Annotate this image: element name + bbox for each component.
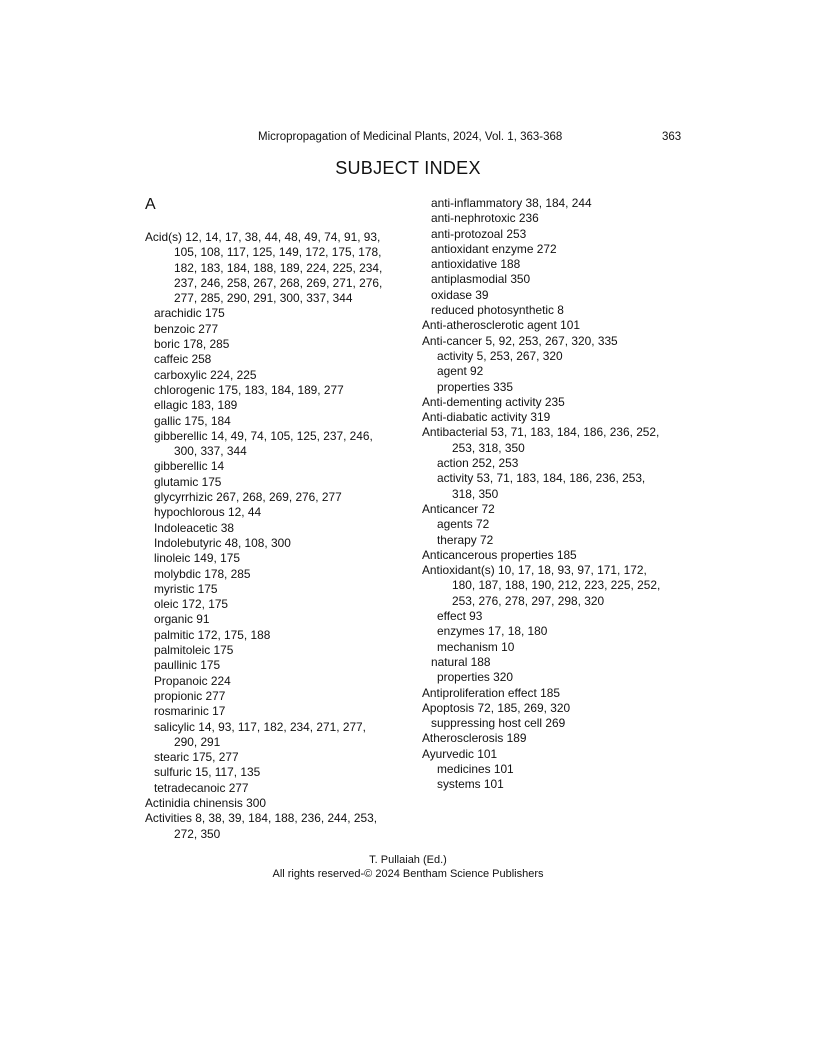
index-column-right bbox=[422, 196, 692, 793]
index-entry: activity 53, 71, 183, 184, 186, 236, 253, bbox=[437, 471, 646, 486]
index-entry: anti-nephrotoxic 236 bbox=[431, 211, 539, 226]
index-entry: Anti-cancer 5, 92, 253, 267, 320, 335 bbox=[422, 333, 618, 348]
index-entry: 253, 276, 278, 297, 298, 320 bbox=[452, 593, 605, 608]
index-entry: salicylic 14, 93, 117, 182, 234, 271, 277, bbox=[154, 719, 366, 734]
footer-rights: All rights reserved-© 2024 Bentham Science Publishers bbox=[272, 868, 544, 880]
index-entry: stearic 175, 277 bbox=[154, 750, 239, 765]
index-entry: effect 93 bbox=[437, 609, 483, 624]
index-entry: Anti-dementing activity 235 bbox=[422, 394, 565, 409]
index-entry: 318, 350 bbox=[452, 486, 499, 501]
index-entry: 277, 285, 290, 291, 300, 337, 344 bbox=[174, 291, 353, 306]
index-entry: reduced photosynthetic 8 bbox=[431, 303, 564, 318]
index-entry: agent 92 bbox=[437, 364, 484, 379]
index-entry: Propanoic 224 bbox=[154, 673, 231, 688]
index-entry: properties 320 bbox=[437, 670, 514, 685]
index-entry: Anti-atherosclerotic agent 101 bbox=[422, 318, 580, 333]
index-entry: propionic 277 bbox=[154, 688, 226, 703]
index-entry: glutamic 175 bbox=[154, 474, 222, 489]
index-entry: gibberellic 14 bbox=[154, 459, 225, 474]
index-entry: palmitic 172, 175, 188 bbox=[154, 627, 271, 642]
index-entry: hypochlorous 12, 44 bbox=[154, 505, 262, 520]
index-entry: antiplasmodial 350 bbox=[431, 272, 531, 287]
index-entry: Indoleacetic 38 bbox=[154, 520, 234, 535]
index-entry: 290, 291 bbox=[174, 734, 221, 749]
index-entry: antioxidative 188 bbox=[431, 257, 521, 272]
page-footer bbox=[0, 853, 816, 881]
index-entry: molybdic 178, 285 bbox=[154, 566, 251, 581]
page-number: 363 bbox=[662, 131, 682, 143]
index-entry: Anticancerous properties 185 bbox=[422, 547, 577, 562]
index-entry: properties 335 bbox=[437, 379, 514, 394]
index-entry: gallic 175, 184 bbox=[154, 413, 231, 428]
index-entry: boric 178, 285 bbox=[154, 337, 230, 352]
index-entry: anti-inflammatory 38, 184, 244 bbox=[431, 196, 592, 210]
index-entry: 180, 187, 188, 190, 212, 223, 225, 252, bbox=[452, 578, 661, 593]
index-entry: enzymes 17, 18, 180 bbox=[437, 624, 548, 639]
index-entry: carboxylic 224, 225 bbox=[154, 367, 257, 382]
index-entry: 237, 246, 258, 267, 268, 269, 271, 276, bbox=[174, 275, 383, 290]
index-entry: organic 91 bbox=[154, 612, 210, 627]
index-entry: sulfuric 15, 117, 135 bbox=[154, 765, 261, 780]
index-entry: therapy 72 bbox=[437, 532, 494, 547]
index-entry: rosmarinic 17 bbox=[154, 704, 226, 719]
index-entry: benzoic 277 bbox=[154, 321, 219, 336]
index-entry: Acid(s) 12, 14, 17, 38, 44, 48, 49, 74, 91, 93, bbox=[145, 230, 381, 244]
index-entry: myristic 175 bbox=[154, 581, 218, 596]
index-entry: action 252, 253 bbox=[437, 456, 519, 471]
index-entry: tetradecanoic 277 bbox=[154, 780, 249, 795]
index-entry: 272, 350 bbox=[174, 826, 221, 841]
index-entry: Anti-diabatic activity 319 bbox=[422, 410, 551, 425]
running-head: Micropropagation of Medicinal Plants, 2024, Vol. 1, 363-368 bbox=[258, 131, 563, 143]
index-entry: Activities 8, 38, 39, 184, 188, 236, 244, 253, bbox=[145, 811, 378, 826]
index-entry: medicines 101 bbox=[437, 761, 514, 776]
index-entry: Ayurvedic 101 bbox=[422, 746, 498, 761]
section-letter: A bbox=[145, 196, 156, 213]
index-entry: Atherosclerosis 189 bbox=[422, 731, 527, 746]
index-entry: linoleic 149, 175 bbox=[154, 551, 240, 566]
index-entry: palmitoleic 175 bbox=[154, 643, 234, 658]
index-entry: systems 101 bbox=[437, 777, 504, 792]
index-entry: mechanism 10 bbox=[437, 639, 515, 654]
index-entry: oleic 172, 175 bbox=[154, 597, 229, 612]
index-entry: Apoptosis 72, 185, 269, 320 bbox=[422, 700, 571, 715]
index-entry: Anticancer 72 bbox=[422, 501, 495, 516]
index-entry: 253, 318, 350 bbox=[452, 440, 525, 455]
index-entry: gibberellic 14, 49, 74, 105, 125, 237, 246, bbox=[154, 428, 373, 443]
index-entry: antioxidant enzyme 272 bbox=[431, 241, 557, 256]
index-entry: arachidic 175 bbox=[154, 306, 225, 321]
index-entry: 105, 108, 117, 125, 149, 172, 175, 178, bbox=[174, 245, 382, 260]
index-entry: 300, 337, 344 bbox=[174, 444, 247, 459]
page-title: SUBJECT INDEX bbox=[335, 158, 481, 178]
index-entry: natural 188 bbox=[431, 654, 491, 669]
index-entry: Antiproliferation effect 185 bbox=[422, 685, 560, 700]
index-entry: Antioxidant(s) 10, 17, 18, 93, 97, 171, 172, bbox=[422, 563, 647, 578]
index-entry: Indolebutyric 48, 108, 300 bbox=[154, 535, 291, 550]
index-entry: glycyrrhizic 267, 268, 269, 276, 277 bbox=[154, 490, 342, 505]
footer-editor: T. Pullaiah (Ed.) bbox=[369, 854, 447, 866]
index-column-left bbox=[145, 230, 405, 842]
index-entry: Antibacterial 53, 71, 183, 184, 186, 236, 252, bbox=[422, 425, 660, 440]
index-entry: anti-protozoal 253 bbox=[431, 226, 527, 241]
index-entry: activity 5, 253, 267, 320 bbox=[437, 348, 563, 363]
index-entry: suppressing host cell 269 bbox=[431, 716, 566, 731]
index-entry: 182, 183, 184, 188, 189, 224, 225, 234, bbox=[174, 260, 383, 275]
index-entry: chlorogenic 175, 183, 184, 189, 277 bbox=[154, 382, 344, 397]
index-entry: Actinidia chinensis 300 bbox=[145, 795, 266, 810]
index-entry: oxidase 39 bbox=[431, 287, 489, 302]
index-entry: ellagic 183, 189 bbox=[154, 398, 238, 413]
index-entry: caffeic 258 bbox=[154, 352, 212, 367]
index-entry: paullinic 175 bbox=[154, 658, 221, 673]
index-entry: agents 72 bbox=[437, 517, 490, 532]
